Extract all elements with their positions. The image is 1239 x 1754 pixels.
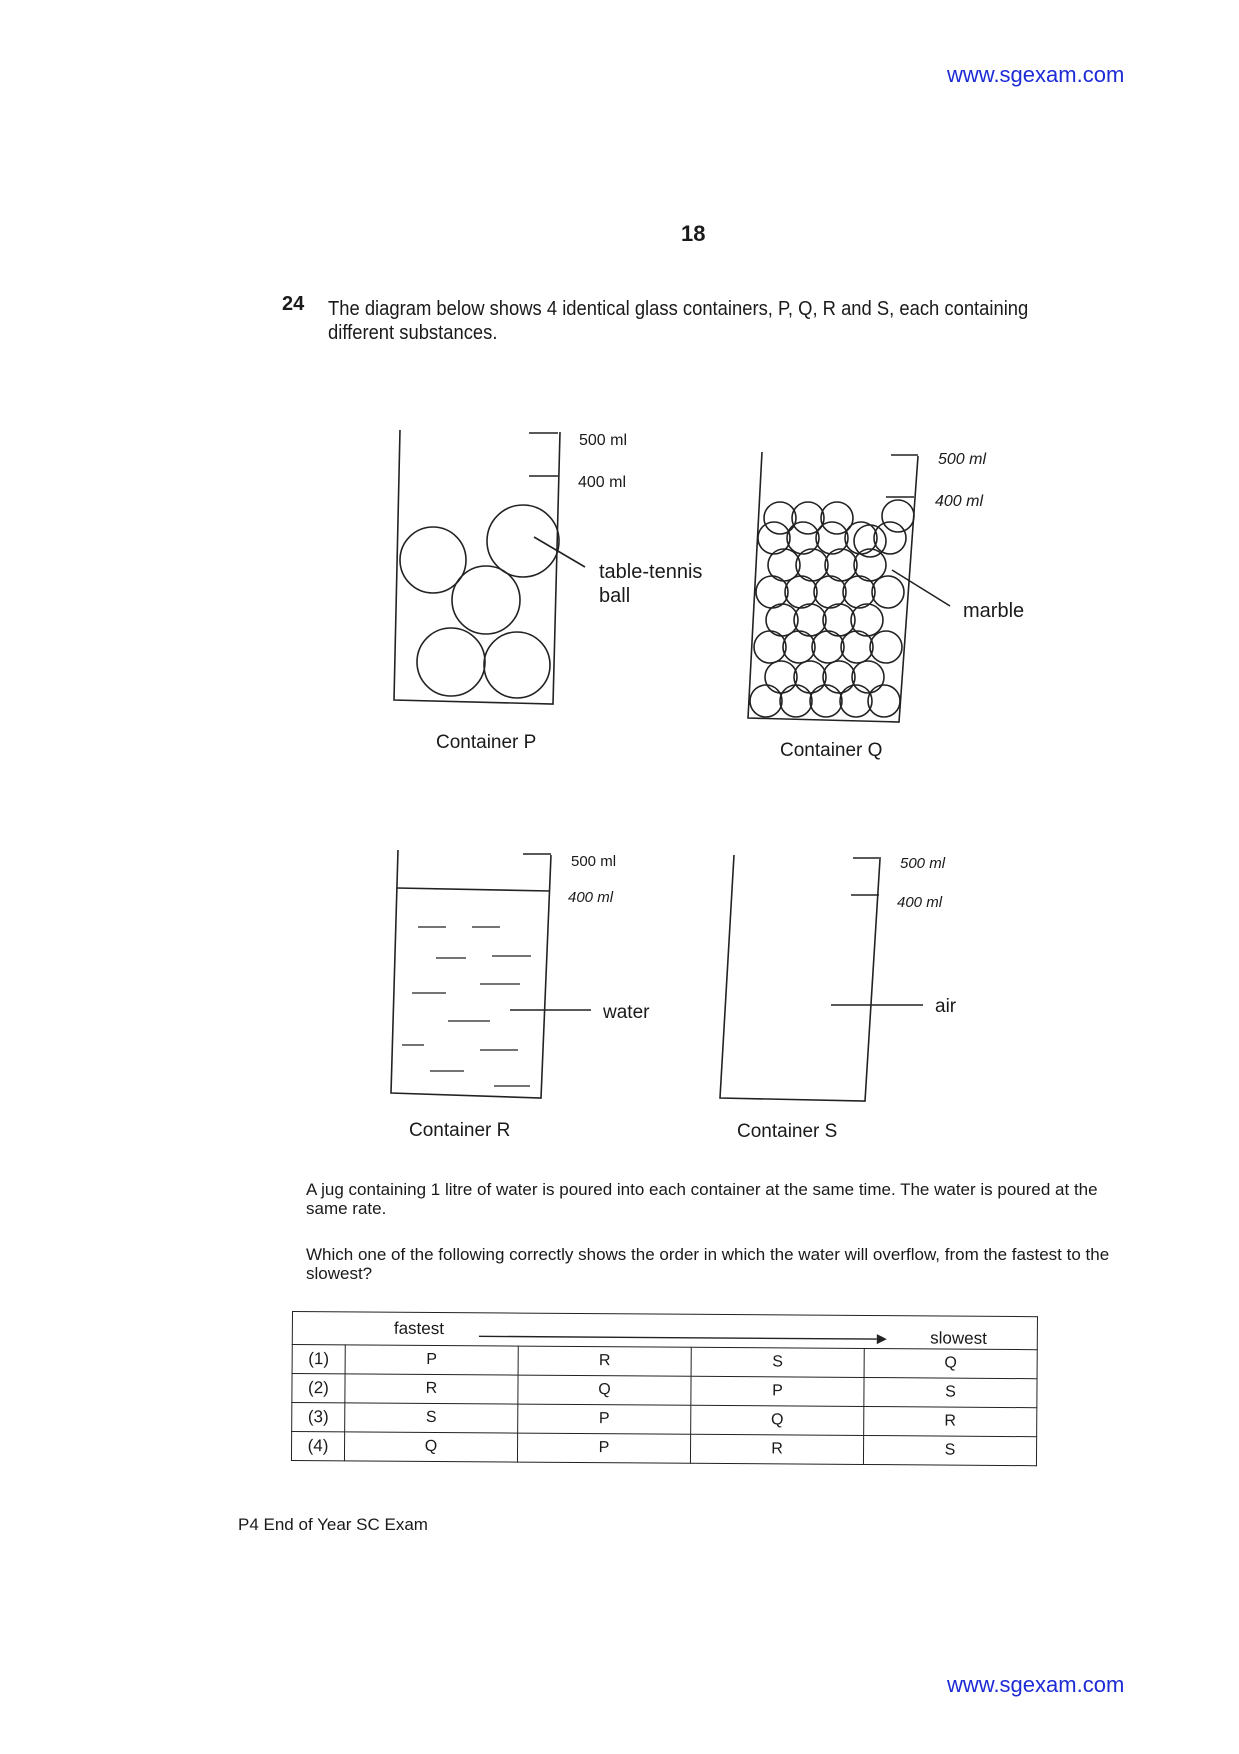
- order-cell: Q: [864, 1348, 1037, 1378]
- p-mark-400: 400 ml: [578, 474, 627, 491]
- fastest-label: fastest: [393, 1318, 445, 1339]
- container-q: [748, 452, 950, 722]
- s-mark-400: 400 ml: [897, 894, 943, 911]
- p-label-line2: ball: [599, 585, 631, 607]
- order-cell: P: [691, 1376, 864, 1406]
- order-cell: S: [864, 1377, 1037, 1407]
- container-s: [720, 855, 923, 1101]
- marble: [810, 685, 842, 717]
- marble: [821, 502, 853, 534]
- container-p: [394, 430, 585, 704]
- table-header-row: [292, 1312, 1037, 1350]
- exam-footer-label: P4 End of Year SC Exam: [238, 1515, 428, 1534]
- order-cell: R: [518, 1346, 691, 1376]
- r-mark-500: 500 ml: [571, 853, 617, 870]
- answer-options-table: [291, 1311, 1038, 1466]
- q-mark-400: 400 ml: [935, 493, 984, 510]
- r-mark-400: 400 ml: [568, 889, 614, 906]
- order-cell: S: [345, 1403, 518, 1433]
- order-cell: S: [691, 1347, 864, 1377]
- s-mark-500: 500 ml: [900, 855, 946, 872]
- order-cell: R: [864, 1406, 1037, 1436]
- order-header: [292, 1312, 1037, 1350]
- r-label: water: [603, 1002, 650, 1023]
- question-number: 24: [282, 293, 305, 315]
- p-caption: Container P: [436, 732, 537, 753]
- option-number: (3): [292, 1403, 345, 1432]
- order-cell: R: [690, 1434, 863, 1464]
- marble: [852, 661, 884, 693]
- order-cell: R: [345, 1374, 518, 1404]
- order-cell: S: [863, 1435, 1036, 1465]
- site-link-top[interactable]: www.sgexam.com: [947, 62, 1125, 87]
- marble: [780, 685, 812, 717]
- site-link-bottom[interactable]: www.sgexam.com: [947, 1672, 1125, 1697]
- question-prompt: Which one of the following correctly shows the order in which the water will overflow, from the fastest to the slowest?: [306, 1245, 1110, 1283]
- marble: [750, 685, 782, 717]
- marble: [872, 576, 904, 608]
- question-intro: The diagram below shows 4 identical glass containers, P, Q, R and S, each containing different substances.: [328, 298, 1029, 344]
- q-mark-500: 500 ml: [938, 451, 987, 468]
- ball: [452, 566, 520, 634]
- container-r: [391, 850, 591, 1098]
- order-cell: Q: [344, 1432, 517, 1462]
- option-number: (2): [292, 1374, 345, 1403]
- option-number: (1): [292, 1345, 345, 1374]
- ball: [417, 628, 485, 696]
- order-cell: P: [517, 1433, 690, 1463]
- marble: [882, 500, 914, 532]
- order-cell: Q: [518, 1375, 691, 1405]
- marble: [870, 631, 902, 663]
- ball: [484, 632, 550, 698]
- pour-instruction: A jug containing 1 litre of water is poured into each container at the same time. The water is poured at the same rate.: [306, 1180, 1098, 1218]
- marble: [794, 661, 826, 693]
- q-label: marble: [963, 600, 1025, 622]
- marble: [823, 661, 855, 693]
- p-label-line1: table-tennis: [599, 561, 703, 583]
- ball: [487, 505, 559, 577]
- option-number: (4): [291, 1432, 344, 1461]
- order-cell: Q: [691, 1405, 864, 1435]
- s-label: air: [935, 996, 957, 1017]
- r-caption: Container R: [409, 1120, 511, 1141]
- marble: [758, 522, 790, 554]
- page-number: 18: [681, 221, 706, 246]
- q-caption: Container Q: [780, 740, 883, 761]
- marble: [854, 525, 886, 557]
- p-mark-500: 500 ml: [579, 432, 628, 449]
- order-cell: P: [518, 1404, 691, 1434]
- marble: [765, 661, 797, 693]
- arrow-right-icon: [479, 1330, 887, 1345]
- slowest-label: slowest: [930, 1328, 987, 1348]
- marble: [787, 522, 819, 554]
- option-row-4[interactable]: [291, 1432, 1036, 1466]
- order-cell: P: [345, 1345, 518, 1375]
- s-caption: Container S: [737, 1121, 838, 1142]
